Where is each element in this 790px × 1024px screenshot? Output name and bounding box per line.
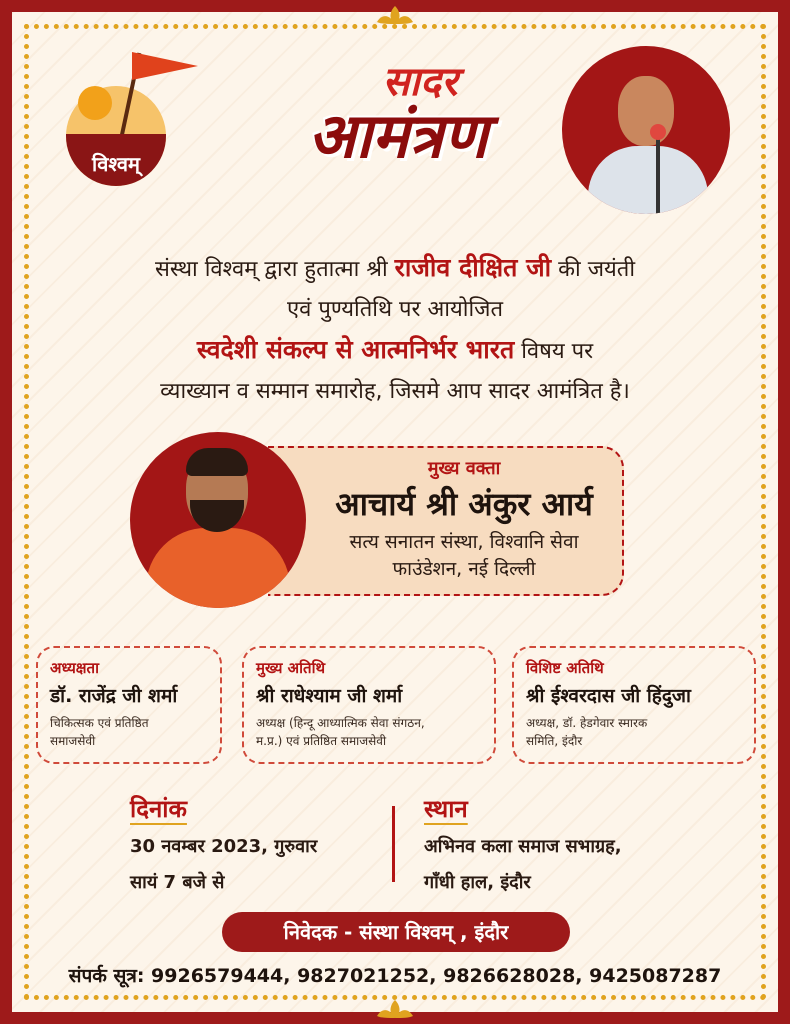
- title-sadar: सादर: [382, 58, 458, 105]
- vishwam-logo: [62, 46, 202, 196]
- chief-speaker-role: मुख्य वक्ता: [427, 458, 501, 479]
- guest-description: चिकित्सक एवं प्रतिष्ठित समाजसेवी: [50, 716, 149, 748]
- guest-description: अध्यक्ष, डॉ. हेडगेवार स्मारक समिति, इंदौर: [526, 716, 648, 748]
- guest-role: मुख्य अतिथि: [256, 659, 326, 677]
- guest-role: विशिष्ट अतिथि: [526, 659, 604, 677]
- rajiv-dixit-portrait: [562, 46, 730, 214]
- organiser-banner: निवेदक - संस्था विश्वम् , इंदौर: [222, 912, 570, 952]
- chief-speaker-org: सत्य सनातन संस्था, विश्वानि सेवा फाउंडेशन, नई दिल्ली: [349, 531, 579, 580]
- guest-role: अध्यक्षता: [50, 659, 99, 677]
- lotus-ornament-top-icon: [373, 4, 417, 26]
- date-heading: दिनांक: [130, 795, 187, 823]
- guest-card-chief-guest: [242, 646, 496, 764]
- guest-description: अध्यक्ष (हिन्दू आध्यात्मिक सेवा संगठन, म.प्र.) एवं प्रतिष्ठित समाजसेवी: [256, 716, 425, 748]
- guest-card-special-guest: [512, 646, 756, 764]
- event-topic: स्वदेशी संकल्प से आत्मनिर्भर भारत: [196, 335, 515, 364]
- contact-numbers: संपर्क सूत्र: 9926579444, 9827021252, 9826628028, 9425087287: [68, 965, 722, 987]
- guest-card-presiding: [36, 646, 222, 764]
- event-date: [130, 792, 370, 897]
- logo-text: विश्वम्: [92, 152, 140, 176]
- event-venue: [424, 792, 724, 897]
- venue-line2: गाँधी हाल, इंदौर: [424, 872, 531, 893]
- chief-speaker-card: [268, 446, 624, 596]
- honoree-name: राजीव दीक्षित जी: [394, 253, 552, 282]
- chief-speaker-photo: [130, 432, 306, 608]
- divider: [392, 806, 395, 882]
- lotus-ornament-bottom-icon: [373, 998, 417, 1020]
- title-aamantran: आमंत्रण: [308, 99, 488, 172]
- time-value: सायं 7 बजे से: [130, 872, 225, 893]
- microphone-icon: [650, 124, 666, 140]
- date-value: 30 नवम्बर 2023, गुरुवार: [130, 836, 318, 857]
- invitation-text: संस्था विश्वम् द्वारा हुतात्मा श्री राजीव दीक्षित जी की जयंती एवं पुण्यतिथि पर आयोजित स्वदेशी संकल्प से आत्मनिर्भर भारत विषय पर व्याख्यान व सम्मान समारोह, जिसमे आप सादर आमंत्रित है।: [154, 253, 636, 404]
- microphone-stand-icon: [656, 138, 660, 214]
- chief-speaker-name: आचार्य श्री अंकुर आर्य: [335, 485, 593, 523]
- sun-icon: [78, 86, 112, 120]
- guest-name: श्री ईश्वरदास जी हिंदुजा: [526, 685, 691, 707]
- saffron-flag-icon: [132, 52, 198, 80]
- venue-line1: अभिनव कला समाज सभाग्रह,: [424, 836, 622, 857]
- venue-heading: स्थान: [424, 795, 468, 823]
- guest-name: डॉ. राजेंद्र जी शर्मा: [50, 685, 178, 707]
- guest-name: श्री राधेश्याम जी शर्मा: [256, 685, 403, 707]
